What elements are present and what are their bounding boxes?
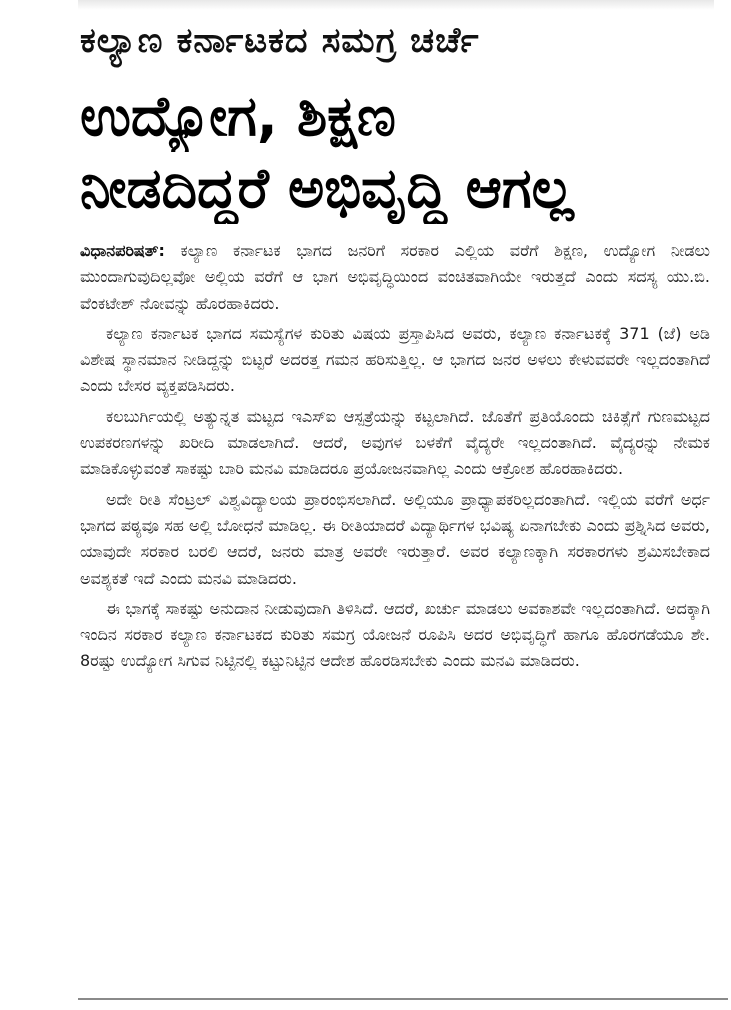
article-paragraph-3: ಕಲಬುರ್ಗಿಯಲ್ಲಿ ಅತ್ಯುನ್ನತ ಮಟ್ಟದ ಇಎಸ್‌ಐ ಆಸ್ಪತ್ರೆಯನ್ನು ಕಟ್ಟಲಾಗಿದೆ. ಜೊತೆಗೆ ಪ್ರತಿಯೊಂದು ಚಿಕಿತ್ಸೆಗೆ ಗುಣಮಟ್ಟದ ಉಪಕರಣಗಳನ್ನು ಖರೀದಿ ಮಾಡಲಾಗಿದೆ. ಆದರೆ, ಅವುಗಳ ಬಳಕೆಗೆ ವೈದ್ಯರೇ ಇಲ್ಲದಂತಾಗಿದೆ. ವೈದ್ಯರನ್ನು ನೇಮಕ ಮಾಡಿಕೊಳ್ಳುವಂತೆ ಸಾಕಷ್ಟು ಬಾರಿ ಮನವಿ ಮಾಡಿದರೂ ಪ್ರಯೋಜನವಾಗಿಲ್ಲ ಎಂದು ಆಕ್ರೋಶ ಹೊರಹಾಕಿದರು. [80, 406, 710, 479]
paragraph-1-text: ಕಲ್ಯಾಣ ಕರ್ನಾಟಕ ಭಾಗದ ಜನರಿಗೆ ಸರಕಾರ ಎಲ್ಲಿಯ ವರೆಗೆ ಶಿಕ್ಷಣ, ಉದ್ಯೋಗ ನೀಡಲು ಮುಂದಾಗುವುದಿಲ್ಲವೋ ಅಲ್ಲಿಯ ವರೆಗೆ ಆ ಭಾಗ ಅಭಿವೃದ್ಧಿಯಿಂದ ವಂಚಿತವಾಗಿಯೇ ಇರುತ್ತದೆ ಎಂದು ಸದಸ್ಯ ಯು.ಬಿ. ವೆಂಕಟೇಶ್ ನೋವನ್ನು ಹೊರಹಾಕಿದರು. [80, 241, 711, 313]
kicker-headline: ಕಲ್ಯಾಣ ಕರ್ನಾಟಕದ ಸಮಗ್ರ ಚರ್ಚೆ [80, 21, 480, 61]
article-paragraph-4: ಅದೇ ರೀತಿ ಸೆಂಟ್ರಲ್ ವಿಶ್ವವಿದ್ಯಾಲಯ ಪ್ರಾರಂಭಿಸಲಾಗಿದೆ. ಅಲ್ಲಿಯೂ ಪ್ರಾಧ್ಯಾಪಕರಿಲ್ಲದಂತಾಗಿದೆ. ಇಲ್ಲಿಯ ವರೆಗೆ ಅರ್ಧ ಭಾಗದ ಪಠ್ಯವೂ ಸಹ ಅಲ್ಲಿ ಬೋಧನೆ ಮಾಡಿಲ್ಲ. ಈ ರೀತಿಯಾದರೆ ವಿದ್ಯಾರ್ಥಿಗಳ ಭವಿಷ್ಯ ಏನಾಗಬೇಕು ಎಂದು ಪ್ರಶ್ನಿಸಿದ ಅವರು, ಯಾವುದೇ ಸರಕಾರ ಬರಲಿ ಆದರೆ, ಜನರು ಮಾತ್ರ ಅವರೇ ಇರುತ್ತಾರೆ. ಅವರ ಕಲ್ಯಾಣಕ್ಕಾಗಿ ಸರಕಾರಗಳು ಶ್ರಮಿಸಬೇಕಾದ ಅವಶ್ಯಕತೆ ಇದೆ ಎಂದು ಮನವಿ ಮಾಡಿದರು. [80, 489, 710, 588]
article-paragraph-5: ಈ ಭಾಗಕ್ಕೆ ಸಾಕಷ್ಟು ಅನುದಾನ ನೀಡುವುದಾಗಿ ತಿಳಿಸಿದೆ. ಆದರೆ, ಖರ್ಚು ಮಾಡಲು ಅವಕಾಶವೇ ಇಲ್ಲದಂತಾಗಿದೆ. ಅದಕ್ಕಾಗಿ ಇಂದಿನ ಸರಕಾರ ಕಲ್ಯಾಣ ಕರ್ನಾಟಕದ ಕುರಿತು ಸಮಗ್ರ ಯೋಜನೆ ರೂಪಿಸಿ ಅದರ ಅಭಿವೃದ್ಧಿಗೆ ಹಾಗೂ ಹೊರಗಡೆಯೂ ಶೇ. 8ರಷ್ಟು ಉದ್ಯೋಗ ಸಿಗುವ ನಿಟ್ಟಿನಲ್ಲಿ ಕಟ್ಟುನಿಟ್ಟಿನ ಆದೇಶ ಹೊರಡಿಸಬೇಕು ಎಂದು ಮನವಿ ಮಾಡಿದರು. [80, 598, 710, 671]
news-clipping [78, 0, 714, 1010]
headline-line-2: ನೀಡದಿದ್ದರೆ ಅಭಿವೃದ್ಧಿ ಆಗಲ್ಲ [80, 156, 574, 220]
article-paragraph-2: ಕಲ್ಯಾಣ ಕರ್ನಾಟಕ ಭಾಗದ ಸಮಸ್ಯೆಗಳ ಕುರಿತು ವಿಷಯ ಪ್ರಸ್ತಾಪಿಸಿದ ಅವರು, ಕಲ್ಯಾಣ ಕರ್ನಾಟಕಕ್ಕೆ 371 (ಜೆ) ಅಡಿ ವಿಶೇಷ ಸ್ಥಾನಮಾನ ನೀಡಿದ್ದನ್ನು ಬಿಟ್ಟರೆ ಅದರತ್ತ ಗಮನ ಹರಿಸುತ್ತಿಲ್ಲ. ಆ ಭಾಗದ ಜನರ ಅಳಲು ಕೇಳುವವರೇ ಇಲ್ಲದಂತಾಗಿದೆ ಎಂದು ಬೇಸರ ವ್ಯಕ್ತಪಡಿಸಿದರು. [80, 323, 710, 396]
main-headline [80, 80, 714, 224]
bottom-rule [78, 998, 728, 1000]
article-paragraph-1 [80, 238, 710, 317]
headline-line-1: ಉದ್ಯೋಗ, ಶಿಕ್ಷಣ [80, 84, 396, 148]
article-body [80, 238, 710, 679]
clipping-top-edge [78, 0, 714, 10]
dateline: ವಿಧಾನಪರಿಷತ್: [80, 241, 165, 260]
